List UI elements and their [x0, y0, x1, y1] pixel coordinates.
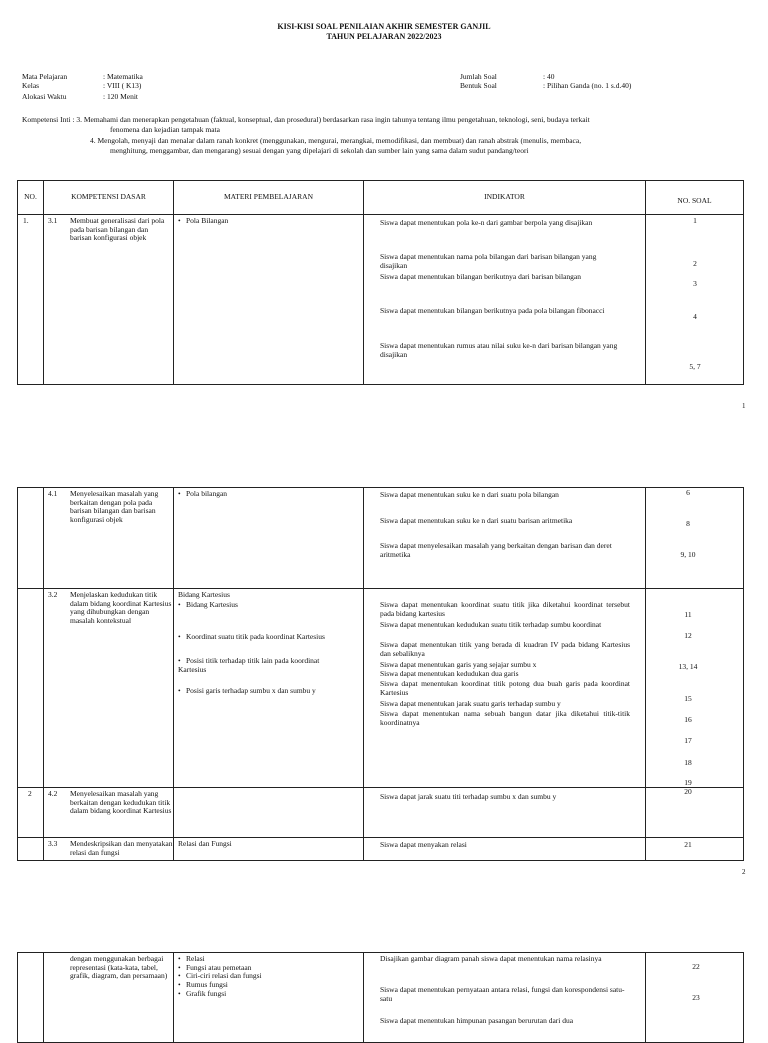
no-soal-value: 15: [684, 694, 692, 703]
no-soal-value: 21: [684, 840, 692, 849]
kd-text: Menyelesaikan masalah yang berkaitan dengan kedudukan titik dalam bidang koordinat Kartesius: [70, 789, 172, 816]
materi-item: • Posisi garis terhadap sumbu x dan sumbu y: [178, 687, 358, 696]
kisi-kisi-table-page-1: [17, 180, 744, 385]
no-soal-value: 4: [693, 312, 697, 321]
no-soal-value: 5, 7: [689, 362, 701, 371]
indikator-item: Siswa dapat menentukan nama pola bilangan dari barisan bilangan yang disajikan: [380, 252, 597, 270]
indikator-item: Siswa dapat menentukan suku ke n dari suatu barisan aritmetika: [380, 516, 573, 525]
kd-text: Menyelesaikan masalah yang berkaitan dengan pola pada barisan bilangan dan barisan konfigurasi objek: [70, 489, 159, 524]
kompetensi-dasar-cell: [44, 953, 174, 1043]
kd-number: 3.1: [48, 216, 58, 225]
bentuk-soal-label: Bentuk Soal: [460, 81, 497, 90]
indikator-cell: [364, 953, 646, 1043]
kelas-label: Kelas: [22, 81, 40, 90]
kompetensi-inti-line-3: 4. Mengolah, menyaji dan menalar dalam ranah konkret (menggunakan, mengurai, merangkai, memodifikasi, dan membuat) dan ranah abstrak (menulis, membaca,: [90, 136, 582, 145]
kompetensi-dasar-cell: [44, 788, 174, 838]
row-number-cell: [18, 953, 44, 1043]
indikator-cell: [364, 488, 646, 589]
materi-item: • Ciri-ciri relasi dan fungsi: [178, 972, 358, 981]
indikator-item: Siswa dapat menentukan pernyataan antara relasi, fungsi dan korespondensi satu-satu: [380, 985, 625, 1003]
no-soal-value: 17: [684, 736, 692, 745]
indikator-item: Siswa dapat menentukan garis yang sejajar sumbu x: [380, 660, 537, 669]
page-number: 2: [742, 868, 746, 876]
header-indikator: INDIKATOR: [364, 181, 646, 215]
mapel-value: : Matematika: [103, 72, 143, 81]
no-soal-value: 13, 14: [678, 662, 698, 671]
header-no: NO.: [18, 181, 44, 215]
materi-item: • Rumus fungsi: [178, 981, 358, 990]
kompetensi-inti-line-2: fenomena dan kejadian tampak mata: [110, 125, 220, 134]
materi-cell: [174, 953, 364, 1043]
indikator-item: Siswa dapat menentukan rumus atau nilai suku ke-n dari barisan bilangan yang disajikan: [380, 341, 618, 359]
kd-text: Menjelaskan kedudukan titik dalam bidang koordinat Kartesius yang dihubungkan dengan masalah kontekstual: [70, 590, 172, 625]
kisi-kisi-table-page-3: [17, 952, 744, 1043]
indikator-item: Siswa dapat menentukan bilangan berikutnya dari barisan bilangan: [380, 272, 581, 281]
kd-number: 4.2: [48, 789, 58, 798]
no-soal-value: 20: [684, 787, 692, 796]
indikator-item: Siswa dapat menentukan nama sebuah bangun datar jika diketahui titik-titik koordinatnya: [380, 709, 630, 727]
kd-number: 3.2: [48, 590, 58, 599]
alokasi-label: Alokasi Waktu: [22, 92, 67, 101]
no-soal-cell: [646, 215, 744, 385]
materi-item: • Bidang Kartesius: [178, 601, 358, 610]
indikator-cell: [364, 589, 646, 788]
kompetensi-inti-line-4: menghitung, menggambar, dan mengarang) sesuai dengan yang dipelajari di sekolah dan sumber lain yang sama dalam sudut pandang/teori: [110, 146, 529, 155]
page-number: 1: [742, 402, 746, 410]
row-number-cell: [18, 215, 44, 385]
row-number-cell: [18, 488, 44, 589]
kd-number: 4.1: [48, 489, 58, 498]
materi-item: Relasi dan Fungsi: [178, 839, 232, 848]
indikator-item: Siswa dapat menentukan kedudukan suatu titik terhadap sumbu koordinat: [380, 620, 602, 629]
indikator-item: Siswa dapat menentukan suku ke n dari suatu pola bilangan: [380, 490, 559, 499]
indikator-item: Siswa dapat menentukan pola ke-n dari gambar berpola yang disajikan: [380, 218, 593, 227]
header-no-soal: NO. SOAL: [646, 181, 744, 215]
mapel-label: Mata Pelajaran: [22, 72, 68, 81]
row-number-cell: [18, 788, 44, 838]
kd-number: 3.3: [48, 839, 58, 848]
no-soal-value: 19: [684, 778, 692, 787]
no-soal-value: 12: [684, 631, 692, 640]
materi-item: • Fungsi atau pemetaan: [178, 964, 358, 973]
no-soal-cell: [646, 589, 744, 788]
no-soal-value: 1: [693, 216, 697, 225]
no-soal-value: 8: [686, 519, 690, 528]
jumlah-soal-value: : 40: [543, 72, 555, 81]
indikator-cell: [364, 788, 646, 838]
indikator-item: Siswa dapat menyakan relasi: [380, 840, 467, 849]
kelas-value: : VIII ( K13): [103, 81, 142, 90]
kompetensi-dasar-cell: [44, 589, 174, 788]
materi-item: • Pola bilangan: [178, 490, 227, 499]
indikator-item: Siswa dapat menentukan kedudukan dua garis: [380, 669, 519, 678]
indikator-cell: [364, 215, 646, 385]
indikator-item: Siswa dapat menentukan himpunan pasangan berurutan dari dua: [380, 1016, 574, 1025]
no-soal-value: 22: [692, 962, 700, 971]
jumlah-soal-label: Jumlah Soal: [460, 72, 497, 81]
no-soal-value: 16: [684, 715, 692, 724]
indikator-item: Siswa dapat menyelesaikan masalah yang berkaitan dengan barisan dan deret aritmetika: [380, 541, 612, 559]
materi-cell: [174, 488, 364, 589]
indikator-cell: [364, 838, 646, 861]
materi-cell: [174, 589, 364, 788]
indikator-item: Siswa dapat menentukan koordinat titik potong dua buah garis pada koordinat Kartesius: [380, 679, 630, 697]
indikator-item: Siswa dapat jarak suatu titi terhadap sumbu x dan sumbu y: [380, 792, 557, 801]
materi-cell: [174, 788, 364, 838]
kd-text: dengan menggunakan berbagai representasi (kata-kata, tabel, grafik, diagram, dan persamaan): [70, 954, 168, 981]
no-soal-value: 3: [693, 279, 697, 288]
no-soal-cell: [646, 953, 744, 1043]
materi-item: • Grafik fungsi: [178, 990, 358, 999]
header-kompetensi-dasar: KOMPETENSI DASAR: [44, 181, 174, 215]
row-number-cell: [18, 589, 44, 788]
indikator-item: Siswa dapat menentukan bilangan berikutnya pada pola bilangan fibonacci: [380, 306, 605, 315]
document-title: KISI-KISI SOAL PENILAIAN AKHIR SEMESTER GANJIL: [277, 22, 491, 31]
materi-item: • Posisi titik terhadap titik lain pada koordinat Kartesius: [178, 657, 338, 674]
indikator-item: Siswa dapat menentukan jarak suatu garis terhadap sumbu y: [380, 699, 561, 708]
kd-text: Mendeskripsikan dan menyatakan relasi dan fungsi: [70, 839, 173, 857]
row-number: 1.: [23, 216, 29, 225]
no-soal-cell: [646, 788, 744, 838]
row-number: 2: [28, 789, 32, 798]
materi-title: Bidang Kartesius: [178, 590, 230, 599]
materi-item: • Relasi: [178, 955, 358, 964]
header-materi: MATERI PEMBELAJARAN: [174, 181, 364, 215]
alokasi-value: : 120 Menit: [103, 92, 138, 101]
materi-item: • Pola Bilangan: [178, 217, 228, 226]
no-soal-value: 11: [684, 610, 692, 619]
materi-cell: [174, 838, 364, 861]
materi-cell: [174, 215, 364, 385]
no-soal-value: 9, 10: [680, 550, 696, 559]
no-soal-cell: [646, 838, 744, 861]
kd-text: Membuat generalisasi dari pola pada barisan bilangan dan barisan konfigurasi objek: [70, 216, 165, 243]
no-soal-value: 18: [684, 758, 692, 767]
kompetensi-dasar-cell: [44, 215, 174, 385]
kompetensi-dasar-cell: [44, 488, 174, 589]
indikator-item: Siswa dapat menentukan titik yang berada di kuadran IV pada bidang Kartesius dan sebaliknya: [380, 640, 630, 658]
materi-item: • Koordinat suatu titik pada koordinat Kartesius: [178, 633, 358, 642]
bentuk-soal-value: : Pilihan Ganda (no. 1 s.d.40): [543, 81, 632, 90]
indikator-item: Siswa dapat menentukan koordinat suatu titik jika diketahui koordinat tersebut pada bidang kartesius: [380, 600, 630, 618]
indikator-item: Disajikan gambar diagram panah siswa dapat menentukan nama relasinya: [380, 954, 602, 963]
document-subtitle: TAHUN PELAJARAN 2022/2023: [326, 32, 442, 41]
no-soal-value: 23: [692, 993, 700, 1002]
no-soal-value: 6: [686, 488, 690, 497]
no-soal-value: 2: [693, 259, 697, 268]
kisi-kisi-table-page-2: [17, 487, 744, 861]
kompetensi-inti-line-1: Kompetensi Inti : 3. Memahami dan menerapkan pengetahuan (faktual, konseptual, dan prosedural) berdasarkan rasa ingin tahunya tentang ilmu pengetahuan, teknologi, seni, budaya terkait: [22, 115, 590, 124]
no-soal-cell: [646, 488, 744, 589]
row-number-cell: [18, 838, 44, 861]
kompetensi-dasar-cell: [44, 838, 174, 861]
